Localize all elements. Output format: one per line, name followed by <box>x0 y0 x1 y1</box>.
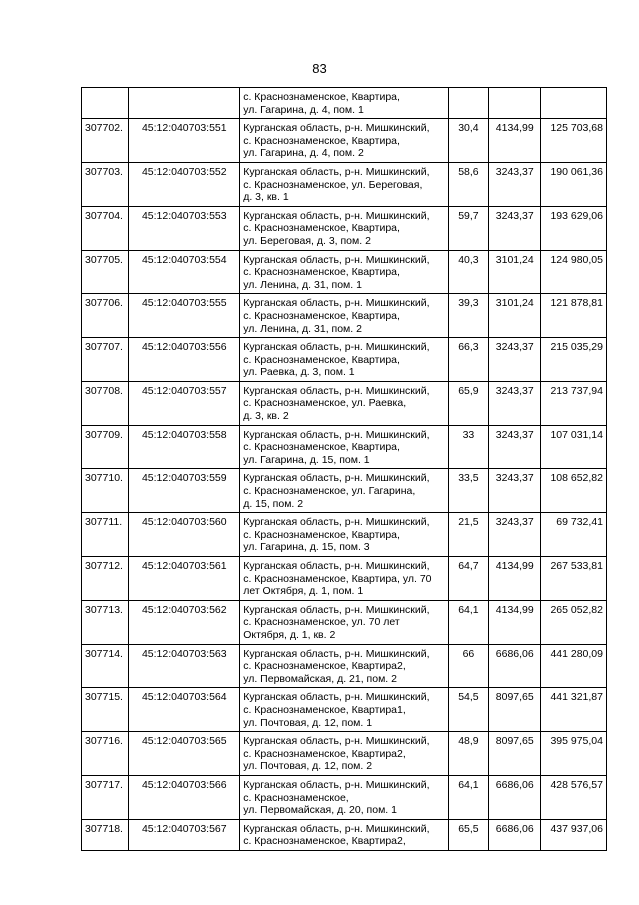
cadastral-cost-cell: 437 937,06 <box>541 819 607 850</box>
cadastral-number-cell: 45:12:040703:557 <box>129 381 240 425</box>
row-number-cell: 307714. <box>82 644 129 688</box>
price-per-unit-cell: 6686,06 <box>489 819 541 850</box>
cadastral-cost-cell: 193 629,06 <box>541 206 607 250</box>
row-number-cell: 307712. <box>82 557 129 601</box>
cadastral-number-cell: 45:12:040703:551 <box>129 119 240 163</box>
address-cell: Курганская область, р-н. Мишкинский, с. Краснознаменское, Квартира, ул. Раевка, д. 3, пом. 1 <box>240 338 449 382</box>
address-cell: Курганская область, р-н. Мишкинский, с. Краснознаменское, Квартира, ул. Ленина, д. 31, пом. 2 <box>240 294 449 338</box>
price-per-unit-cell: 3243,37 <box>489 206 541 250</box>
area-value-cell: 64,1 <box>448 600 488 644</box>
row-number-cell: 307713. <box>82 600 129 644</box>
price-per-unit-cell: 6686,06 <box>489 644 541 688</box>
price-per-unit-cell: 3243,37 <box>489 425 541 469</box>
cadastral-cost-cell <box>541 88 607 119</box>
row-number-cell: 307705. <box>82 250 129 294</box>
cadastral-cost-cell: 124 980,05 <box>541 250 607 294</box>
table-row <box>82 425 607 469</box>
address-cell: Курганская область, р-н. Мишкинский, с. Краснознаменское, Квартира, ул. Гагарина, д. 15, пом. 3 <box>240 513 449 557</box>
area-value-cell: 65,9 <box>448 381 488 425</box>
cadastral-number-cell: 45:12:040703:565 <box>129 732 240 776</box>
cadastral-cost-cell: 441 280,09 <box>541 644 607 688</box>
address-cell: Курганская область, р-н. Мишкинский, с. Краснознаменское, Квартира1, ул. Почтовая, д. 12, пом. 1 <box>240 688 449 732</box>
price-per-unit-cell: 3101,24 <box>489 294 541 338</box>
row-number-cell: 307710. <box>82 469 129 513</box>
table-row <box>82 688 607 732</box>
property-table <box>81 87 607 851</box>
cadastral-cost-cell: 121 878,81 <box>541 294 607 338</box>
area-value-cell: 54,5 <box>448 688 488 732</box>
cadastral-number-cell: 45:12:040703:555 <box>129 294 240 338</box>
cadastral-number-cell: 45:12:040703:556 <box>129 338 240 382</box>
price-per-unit-cell: 3243,37 <box>489 162 541 206</box>
cadastral-cost-cell: 125 703,68 <box>541 119 607 163</box>
table-row <box>82 294 607 338</box>
table-row <box>82 88 607 119</box>
row-number-cell: 307716. <box>82 732 129 776</box>
table-row <box>82 775 607 819</box>
cadastral-number-cell: 45:12:040703:553 <box>129 206 240 250</box>
address-cell: Курганская область, р-н. Мишкинский, с. Краснознаменское, Квартира2, <box>240 819 449 850</box>
price-per-unit-cell: 3243,37 <box>489 381 541 425</box>
table-row <box>82 206 607 250</box>
row-number-cell: 307708. <box>82 381 129 425</box>
table-row <box>82 469 607 513</box>
table-row <box>82 600 607 644</box>
address-cell: Курганская область, р-н. Мишкинский, с. Краснознаменское, ул. 70 лет Октября, д. 1, кв. 2 <box>240 600 449 644</box>
address-cell: Курганская область, р-н. Мишкинский, с. Краснознаменское, ул. Береговая, д. 3, кв. 1 <box>240 162 449 206</box>
address-cell: с. Краснознаменское, Квартира, ул. Гагарина, д. 4, пом. 1 <box>240 88 449 119</box>
table-row <box>82 119 607 163</box>
price-per-unit-cell: 3101,24 <box>489 250 541 294</box>
cadastral-number-cell: 45:12:040703:560 <box>129 513 240 557</box>
row-number-cell: 307709. <box>82 425 129 469</box>
area-value-cell: 21,5 <box>448 513 488 557</box>
price-per-unit-cell: 3243,37 <box>489 513 541 557</box>
cadastral-number-cell <box>129 88 240 119</box>
price-per-unit-cell: 4134,99 <box>489 557 541 601</box>
address-cell: Курганская область, р-н. Мишкинский, с. Краснознаменское, ул. Гагарина, д. 15, пом. 2 <box>240 469 449 513</box>
price-per-unit-cell: 6686,06 <box>489 775 541 819</box>
area-value-cell: 33 <box>448 425 488 469</box>
address-cell: Курганская область, р-н. Мишкинский, с. Краснознаменское, ул. Первомайская, д. 20, пом. 1 <box>240 775 449 819</box>
row-number-cell: 307717. <box>82 775 129 819</box>
table-row <box>82 513 607 557</box>
cadastral-number-cell: 45:12:040703:567 <box>129 819 240 850</box>
cadastral-number-cell: 45:12:040703:563 <box>129 644 240 688</box>
address-cell: Курганская область, р-н. Мишкинский, с. Краснознаменское, Квартира2, ул. Почтовая, д. 12, пом. 2 <box>240 732 449 776</box>
cadastral-number-cell: 45:12:040703:562 <box>129 600 240 644</box>
row-number-cell: 307715. <box>82 688 129 732</box>
cadastral-cost-cell: 441 321,87 <box>541 688 607 732</box>
table-row <box>82 250 607 294</box>
address-cell: Курганская область, р-н. Мишкинский, с. Краснознаменское, Квартира, ул. 70 лет Октября, д. 1, пом. 1 <box>240 557 449 601</box>
area-value-cell: 59,7 <box>448 206 488 250</box>
row-number-cell: 307704. <box>82 206 129 250</box>
cadastral-number-cell: 45:12:040703:559 <box>129 469 240 513</box>
price-per-unit-cell: 3243,37 <box>489 338 541 382</box>
area-value-cell: 66,3 <box>448 338 488 382</box>
cadastral-number-cell: 45:12:040703:561 <box>129 557 240 601</box>
row-number-cell: 307703. <box>82 162 129 206</box>
cadastral-number-cell: 45:12:040703:552 <box>129 162 240 206</box>
area-value-cell: 65,5 <box>448 819 488 850</box>
row-number-cell <box>82 88 129 119</box>
address-cell: Курганская область, р-н. Мишкинский, с. Краснознаменское, Квартира2, ул. Первомайская, д. 21, пом. 2 <box>240 644 449 688</box>
cadastral-cost-cell: 428 576,57 <box>541 775 607 819</box>
cadastral-cost-cell: 265 052,82 <box>541 600 607 644</box>
area-value-cell: 66 <box>448 644 488 688</box>
table-body <box>82 88 607 851</box>
table-row <box>82 338 607 382</box>
cadastral-cost-cell: 69 732,41 <box>541 513 607 557</box>
address-cell: Курганская область, р-н. Мишкинский, с. Краснознаменское, Квартира, ул. Береговая, д. 3, пом. 2 <box>240 206 449 250</box>
cadastral-cost-cell: 267 533,81 <box>541 557 607 601</box>
table-row <box>82 162 607 206</box>
price-per-unit-cell <box>489 88 541 119</box>
area-value-cell: 64,1 <box>448 775 488 819</box>
area-value-cell: 39,3 <box>448 294 488 338</box>
price-per-unit-cell: 8097,65 <box>489 732 541 776</box>
area-value-cell: 33,5 <box>448 469 488 513</box>
price-per-unit-cell: 3243,37 <box>489 469 541 513</box>
address-cell: Курганская область, р-н. Мишкинский, с. Краснознаменское, Квартира, ул. Гагарина, д. 4, пом. 2 <box>240 119 449 163</box>
table-row <box>82 557 607 601</box>
area-value-cell <box>448 88 488 119</box>
price-per-unit-cell: 4134,99 <box>489 119 541 163</box>
cadastral-cost-cell: 108 652,82 <box>541 469 607 513</box>
cadastral-number-cell: 45:12:040703:554 <box>129 250 240 294</box>
table-row <box>82 819 607 850</box>
row-number-cell: 307707. <box>82 338 129 382</box>
area-value-cell: 48,9 <box>448 732 488 776</box>
cadastral-cost-cell: 213 737,94 <box>541 381 607 425</box>
area-value-cell: 58,6 <box>448 162 488 206</box>
cadastral-cost-cell: 395 975,04 <box>541 732 607 776</box>
address-cell: Курганская область, р-н. Мишкинский, с. Краснознаменское, ул. Раевка, д. 3, кв. 2 <box>240 381 449 425</box>
row-number-cell: 307718. <box>82 819 129 850</box>
row-number-cell: 307706. <box>82 294 129 338</box>
cadastral-cost-cell: 215 035,29 <box>541 338 607 382</box>
price-per-unit-cell: 8097,65 <box>489 688 541 732</box>
cadastral-cost-cell: 107 031,14 <box>541 425 607 469</box>
area-value-cell: 30,4 <box>448 119 488 163</box>
price-per-unit-cell: 4134,99 <box>489 600 541 644</box>
table-row <box>82 381 607 425</box>
table-row <box>82 644 607 688</box>
row-number-cell: 307711. <box>82 513 129 557</box>
table-row <box>82 732 607 776</box>
cadastral-number-cell: 45:12:040703:566 <box>129 775 240 819</box>
row-number-cell: 307702. <box>82 119 129 163</box>
cadastral-number-cell: 45:12:040703:564 <box>129 688 240 732</box>
address-cell: Курганская область, р-н. Мишкинский, с. Краснознаменское, Квартира, ул. Ленина, д. 31, пом. 1 <box>240 250 449 294</box>
area-value-cell: 40,3 <box>448 250 488 294</box>
page-number: 83 <box>312 61 327 76</box>
cadastral-number-cell: 45:12:040703:558 <box>129 425 240 469</box>
address-cell: Курганская область, р-н. Мишкинский, с. Краснознаменское, Квартира, ул. Гагарина, д. 15, пом. 1 <box>240 425 449 469</box>
area-value-cell: 64,7 <box>448 557 488 601</box>
cadastral-cost-cell: 190 061,36 <box>541 162 607 206</box>
